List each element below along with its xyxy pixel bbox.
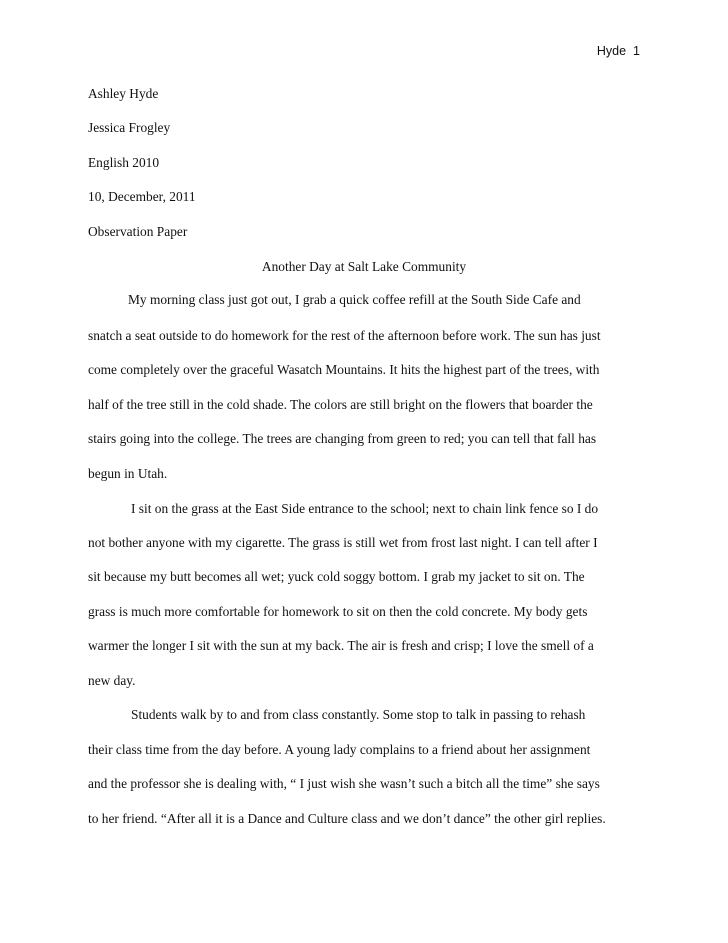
paragraph-line: sit because my butt becomes all wet; yuck cold soggy bottom. I grab my jacket to sit on. The xyxy=(88,569,585,584)
running-header xyxy=(597,44,640,58)
heading-course: English 2010 xyxy=(88,155,160,170)
paragraph-line: come completely over the graceful Wasatch Mountains. It hits the highest part of the trees, with xyxy=(88,362,600,377)
paragraph-line: grass is much more comfortable for homework to sit on then the cold concrete. My body gets xyxy=(88,604,588,619)
heading-instructor-name: Jessica Frogley xyxy=(88,120,171,135)
paragraph-line: My morning class just got out, I grab a quick coffee refill at the South Side Cafe and xyxy=(128,292,581,307)
paragraph-line: snatch a seat outside to do homework for the rest of the afternoon before work. The sun has just xyxy=(88,328,601,343)
paragraph-line: Students walk by to and from class constantly. Some stop to talk in passing to rehash xyxy=(131,707,586,722)
essay-title: Another Day at Salt Lake Community xyxy=(261,259,467,274)
page-number: 1 xyxy=(633,44,640,58)
paragraph-line: half of the tree still in the cold shade. The colors are still bright on the flowers that boarder the xyxy=(88,397,593,412)
paragraph-line: stairs going into the college. The trees are changing from green to red; you can tell that fall has xyxy=(88,431,597,446)
paragraph-line: and the professor she is dealing with, “ I just wish she wasn’t such a bitch all the time” she says xyxy=(88,776,600,791)
heading-date: 10, December, 2011 xyxy=(88,189,196,204)
heading-student-name: Ashley Hyde xyxy=(88,86,159,101)
paragraph-line: to her friend. “After all it is a Dance and Culture class and we don’t dance” the other girl replies. xyxy=(88,811,606,826)
paragraph-line: not bother anyone with my cigarette. The grass is still wet from frost last night. I can tell after I xyxy=(88,535,598,550)
paragraph-line: new day. xyxy=(88,673,136,688)
paragraph-line: begun in Utah. xyxy=(88,466,168,481)
paragraph-line: I sit on the grass at the East Side entrance to the school; next to chain link fence so I do xyxy=(131,501,599,516)
running-head-name: Hyde xyxy=(596,44,627,58)
paragraph-line: warmer the longer I sit with the sun at my back. The air is fresh and crisp; I love the smell of a xyxy=(88,638,594,653)
paragraph-line: their class time from the day before. A young lady complains to a friend about her assignment xyxy=(88,742,591,757)
heading-assignment: Observation Paper xyxy=(88,224,188,239)
